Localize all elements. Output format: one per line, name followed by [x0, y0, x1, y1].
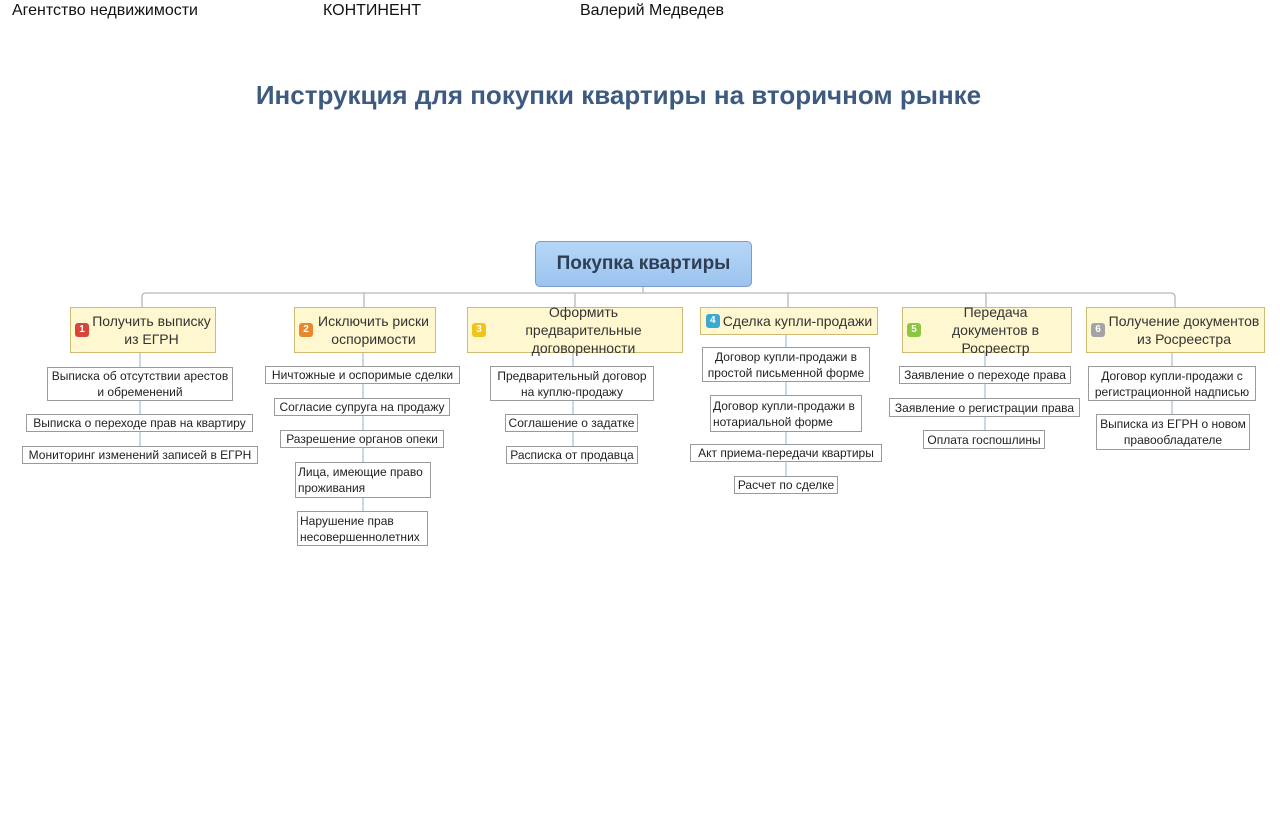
- leaf-node[interactable]: Лица, имеющие право проживания: [295, 462, 431, 498]
- branch-label: Получение документов из Росреестра: [1108, 313, 1260, 347]
- leaf-node[interactable]: Согласие супруга на продажу: [274, 398, 450, 416]
- leaf-node[interactable]: Нарушение прав несовершеннолетних: [297, 511, 428, 546]
- priority-badge: 6: [1091, 323, 1105, 337]
- leaf-node[interactable]: Соглашение о задатке: [505, 414, 638, 432]
- leaf-node[interactable]: Расписка от продавца: [506, 446, 638, 464]
- leaf-node[interactable]: Выписка из ЕГРН о новом правообладателе: [1096, 414, 1250, 450]
- leaf-node[interactable]: Договор купли-продажи в нотариальной форме: [710, 395, 862, 432]
- priority-badge: 4: [706, 314, 720, 328]
- author-label: Валерий Медведев: [580, 2, 725, 19]
- branch-label: Сделка купли-продажи: [722, 313, 873, 329]
- leaf-node[interactable]: Выписка об отсутствии арестов и обременений: [47, 367, 233, 401]
- branch-node-3[interactable]: [467, 304, 683, 356]
- branch-label: Получить выписку из ЕГРН: [92, 313, 211, 347]
- leaf-node[interactable]: Договор купли-продажи с регистрационной надписью: [1088, 366, 1256, 401]
- branch-node-1[interactable]: [70, 307, 216, 353]
- leaf-node[interactable]: Договор купли-продажи в простой письменной форме: [702, 347, 870, 382]
- leaf-node[interactable]: Расчет по сделке: [734, 476, 838, 494]
- root-node[interactable]: Покупка квартиры: [535, 241, 752, 287]
- leaf-node[interactable]: Заявление о переходе права: [899, 366, 1071, 384]
- branch-node-5[interactable]: [902, 304, 1072, 356]
- leaf-node[interactable]: Ничтожные и оспоримые сделки: [265, 366, 460, 384]
- branch-node-4[interactable]: [700, 307, 878, 335]
- priority-badge: 3: [472, 323, 486, 337]
- page-title: Инструкция для покупки квартиры на вторичном рынке: [255, 80, 982, 110]
- leaf-node[interactable]: Мониторинг изменений записей в ЕГРН: [22, 446, 258, 464]
- leaf-node[interactable]: Акт приема-передачи квартиры: [690, 444, 882, 462]
- leaf-node[interactable]: Оплата госпошлины: [923, 430, 1045, 449]
- agency-label: Агентство недвижимости: [12, 2, 198, 19]
- branch-label: Передача документов в Росреестр: [951, 304, 1040, 356]
- leaf-node[interactable]: Заявление о регистрации права: [889, 398, 1080, 417]
- branch-label: Оформить предварительные договоренности: [525, 304, 642, 356]
- branch-node-6[interactable]: [1086, 307, 1265, 353]
- priority-badge: 5: [907, 323, 921, 337]
- priority-badge: 2: [299, 323, 313, 337]
- leaf-node[interactable]: Выписка о переходе прав на квартиру: [26, 414, 253, 432]
- leaf-node[interactable]: Разрешение органов опеки: [280, 430, 444, 448]
- priority-badge: 1: [75, 323, 89, 337]
- leaf-node[interactable]: Предварительный договор на куплю-продажу: [490, 366, 654, 401]
- branch-node-2[interactable]: [294, 307, 436, 353]
- branch-label: Исключить риски оспоримости: [318, 313, 429, 347]
- company-label: КОНТИНЕНТ: [323, 2, 421, 19]
